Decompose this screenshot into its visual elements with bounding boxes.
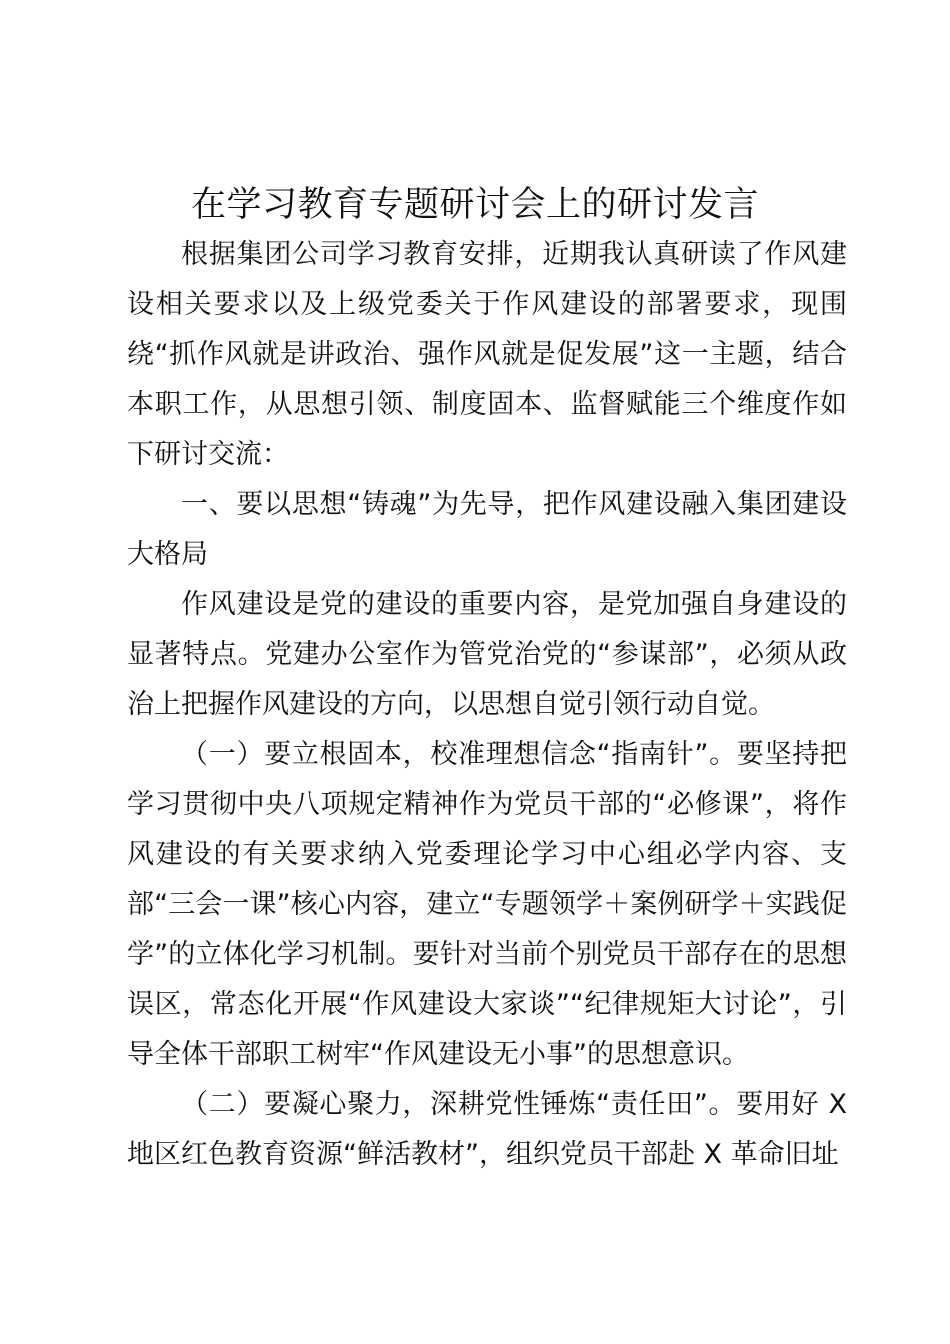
document-title: 在学习教育专题研讨会上的研讨发言: [190, 185, 759, 225]
section-1-paragraph: 作风建设是党的建设的重要内容，是党加强自身建设的显著特点。党建办公室作为管党治党的“参谋部”，必须从政治上把握作风建设的方向，以思想自觉引领行动自觉。: [127, 589, 847, 720]
intro-paragraph: 根据集团公司学习教育安排，近期我认真研读了作风建设相关要求以及上级党委关于作风建设的部署要求，现围绕“抓作风就是讲政治、强作风就是促发展”这一主题，结合本职工作，从思想引领、制度固本、监督赋能三个维度作如下研讨交流：: [127, 239, 847, 470]
section-heading-1: 一、要以思想“铸魂”为先导，把作风建设融入集团建设大格局: [127, 489, 847, 570]
document-body: [127, 230, 847, 1180]
subsection-2-paragraph: （二）要凝心聚力，深耕党性锤炼“责任田”。要用好 X 地区红色教育资源“鲜活教材”，组织党员干部赴 X 革命旧址: [127, 1089, 847, 1170]
subsection-1-paragraph: （一）要立根固本，校准理想信念“指南针”。要坚持把学习贯彻中央八项规定精神作为党员干部的“必修课”，将作风建设的有关要求纳入党委理论学习中心组必学内容、支部“三会一课”核心内容，建立“专题领学＋案例研学＋实践促学”的立体化学习机制。要针对当前个别党员干部存在的思想误区，常态化开展“作风建设大家谈”“纪律规矩大讨论”，引导全体干部职工树牢“作风建设无小事”的思想意识。: [127, 739, 847, 1070]
